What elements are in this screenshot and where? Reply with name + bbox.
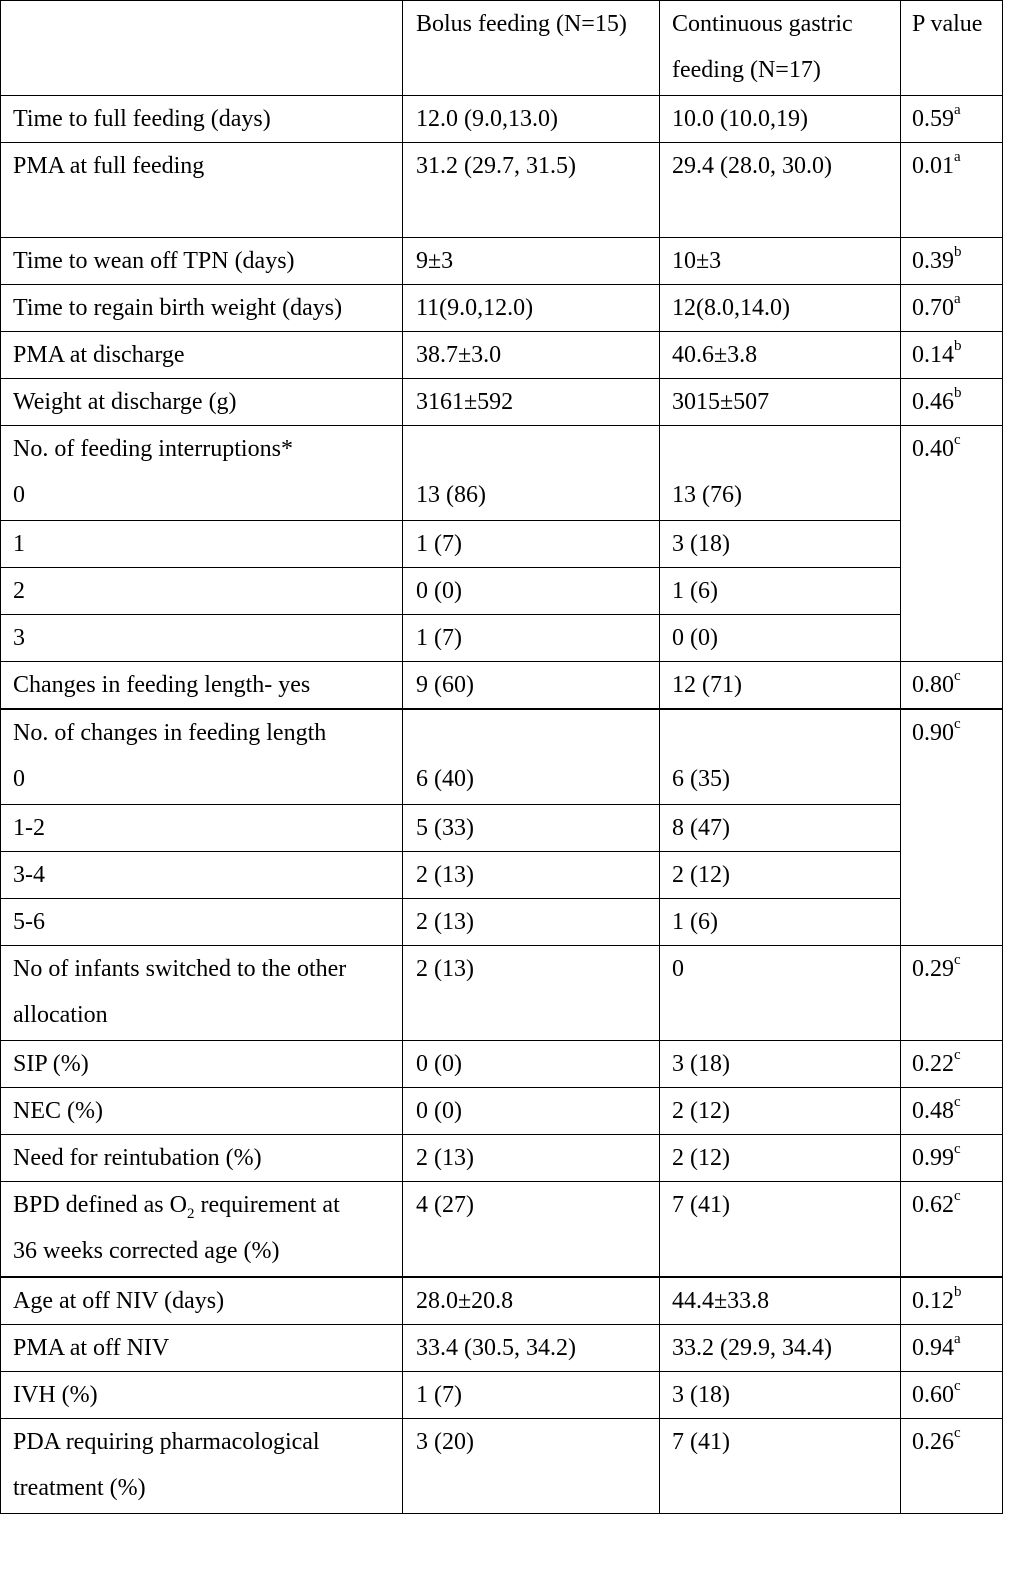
bolus-value: 1 (7) <box>403 1372 660 1419</box>
continuous-value: 8 (47) <box>660 805 901 852</box>
row-label: PMA at off NIV <box>1 1325 403 1372</box>
subrow-label: 1-2 <box>1 805 403 852</box>
bolus-value: 9±3 <box>403 238 660 285</box>
continuous-value: 1 (6) <box>660 568 901 615</box>
subrow-label: 1 <box>1 521 403 568</box>
continuous-value: 33.2 (29.9, 34.4) <box>660 1325 901 1372</box>
p-value: 0.70$^a$ <box>901 285 1003 332</box>
p-value: 0.99$^c$ <box>901 1135 1003 1182</box>
p-value: 0.90$^c$ <box>901 709 1003 946</box>
bolus-value: 6 (40) <box>403 709 660 805</box>
row-label: PMA at full feeding <box>1 143 403 238</box>
table-row <box>1 662 1003 710</box>
p-superscript: c <box>954 1188 961 1204</box>
p-value: 0.01$^a$ <box>901 143 1003 238</box>
subrow-label: 3-4 <box>1 852 403 899</box>
continuous-value: 2 (12) <box>660 1135 901 1182</box>
continuous-value: 3 (18) <box>660 1372 901 1419</box>
bolus-value: 3 (20) <box>403 1419 660 1514</box>
p-value: 0.59$^a$ <box>901 96 1003 143</box>
p-superscript: c <box>954 1378 961 1394</box>
p-value: 0.22$^c$ <box>901 1041 1003 1088</box>
p-value: 0.40$^c$ <box>901 426 1003 662</box>
row-label: Changes in feeding length- yes <box>1 662 403 710</box>
subrow-label: 0 <box>13 766 25 792</box>
bolus-value: 0 (0) <box>403 1088 660 1135</box>
table-row <box>1 521 1003 568</box>
p-value: 0.94$^a$ <box>901 1325 1003 1372</box>
row-label: Time to full feeding (days) <box>1 96 403 143</box>
p-superscript: a <box>954 102 961 118</box>
header-pvalue: P value <box>901 1 1003 96</box>
continuous-value: 7 (41) <box>660 1419 901 1514</box>
p-superscript: c <box>954 1425 961 1441</box>
bolus-value: 1 (7) <box>403 521 660 568</box>
bolus-value: 0 (0) <box>403 568 660 615</box>
header-bolus: Bolus feeding (N=15) <box>403 1 660 96</box>
table-row <box>1 1088 1003 1135</box>
continuous-value: 0 <box>660 946 901 1041</box>
table-row <box>1 1277 1003 1325</box>
bolus-value: 12.0 (9.0,13.0) <box>403 96 660 143</box>
row-label: Weight at discharge (g) <box>1 379 403 426</box>
subrow-label: 3 <box>1 615 403 662</box>
table-row <box>1 946 1003 1041</box>
p-value: 0.48$^c$ <box>901 1088 1003 1135</box>
table-row <box>1 285 1003 332</box>
bolus-value: 28.0±20.8 <box>403 1277 660 1325</box>
continuous-value: 3015±507 <box>660 379 901 426</box>
p-value: 0.60$^c$ <box>901 1372 1003 1419</box>
p-superscript: a <box>954 291 961 307</box>
header-empty <box>1 1 403 96</box>
continuous-value: 0 (0) <box>660 615 901 662</box>
bolus-value: 4 (27) <box>403 1182 660 1278</box>
table-row <box>1 1135 1003 1182</box>
table-row <box>1 709 1003 805</box>
row-label <box>1 426 403 521</box>
subrow-label: 2 <box>1 568 403 615</box>
p-superscript: c <box>954 1141 961 1157</box>
p-superscript: a <box>954 1331 961 1347</box>
p-superscript: c <box>954 1094 961 1110</box>
table-row <box>1 426 1003 521</box>
table-row <box>1 1182 1003 1278</box>
row-label: PDA requiring pharmacological treatment (%) <box>1 1419 403 1514</box>
p-superscript: c <box>954 668 961 684</box>
p-superscript: c <box>954 432 961 448</box>
row-label <box>1 709 403 805</box>
bolus-value: 1 (7) <box>403 615 660 662</box>
p-superscript: c <box>954 1047 961 1063</box>
continuous-value: 44.4±33.8 <box>660 1277 901 1325</box>
header-continuous <box>660 1 901 96</box>
continuous-value: 2 (12) <box>660 1088 901 1135</box>
continuous-value: 10.0 (10.0,19) <box>660 96 901 143</box>
table-row <box>1 143 1003 238</box>
table-row <box>1 96 1003 143</box>
p-value: 0.14$^b$ <box>901 332 1003 379</box>
row-label: No of infants switched to the other allocation <box>1 946 403 1041</box>
table-row <box>1 379 1003 426</box>
continuous-value: 29.4 (28.0, 30.0) <box>660 143 901 238</box>
row-label: Age at off NIV (days) <box>1 1277 403 1325</box>
continuous-value: 12(8.0,14.0) <box>660 285 901 332</box>
bolus-value: 13 (86) <box>403 426 660 521</box>
row-label: PMA at discharge <box>1 332 403 379</box>
table-row <box>1 332 1003 379</box>
continuous-value: 13 (76) <box>660 426 901 521</box>
table-row <box>1 238 1003 285</box>
row-label: IVH (%) <box>1 1372 403 1419</box>
continuous-value: 2 (12) <box>660 852 901 899</box>
p-value: 0.46$^b$ <box>901 379 1003 426</box>
continuous-value: 10±3 <box>660 238 901 285</box>
bolus-value: 9 (60) <box>403 662 660 710</box>
row-label: Need for reintubation (%) <box>1 1135 403 1182</box>
continuous-value: 40.6±3.8 <box>660 332 901 379</box>
table-row <box>1 615 1003 662</box>
bolus-value: 2 (13) <box>403 899 660 946</box>
continuous-value: 1 (6) <box>660 899 901 946</box>
p-superscript: b <box>954 1284 962 1300</box>
table-row <box>1 899 1003 946</box>
bolus-value: 5 (33) <box>403 805 660 852</box>
continuous-value: 7 (41) <box>660 1182 901 1278</box>
bolus-value: 33.4 (30.5, 34.2) <box>403 1325 660 1372</box>
bolus-value: 31.2 (29.7, 31.5) <box>403 143 660 238</box>
continuous-value: 3 (18) <box>660 521 901 568</box>
row-label: BPD defined as $O_2$ requirement at 36 weeks corrected age (%) <box>1 1182 403 1278</box>
p-superscript: b <box>954 338 962 354</box>
p-value: 0.29$^c$ <box>901 946 1003 1041</box>
table-row <box>1 1041 1003 1088</box>
group-label: No. of feeding interruptions* <box>13 436 293 462</box>
bolus-value: 2 (13) <box>403 946 660 1041</box>
bolus-value: 38.7±3.0 <box>403 332 660 379</box>
p-superscript: b <box>954 385 962 401</box>
bolus-value: 0 (0) <box>403 1041 660 1088</box>
table-row <box>1 805 1003 852</box>
bolus-value: 2 (13) <box>403 1135 660 1182</box>
p-superscript: c <box>954 952 961 968</box>
header-continuous-line1: Continuous gastric <box>672 11 853 37</box>
bolus-value: 3161±592 <box>403 379 660 426</box>
subrow-label: 5-6 <box>1 899 403 946</box>
group-label: No. of changes in feeding length <box>13 720 327 746</box>
p-value: 0.62$^c$ <box>901 1182 1003 1278</box>
table-row <box>1 1325 1003 1372</box>
p-superscript: b <box>954 244 962 260</box>
p-superscript: c <box>954 716 961 732</box>
p-superscript: a <box>954 149 961 165</box>
continuous-value: 6 (35) <box>660 709 901 805</box>
p-value: 0.80$^c$ <box>901 662 1003 710</box>
header-continuous-line2: feeding (N=17) <box>672 57 821 83</box>
table-row <box>1 1372 1003 1419</box>
header-row <box>1 1 1003 96</box>
table-row <box>1 1419 1003 1514</box>
continuous-value: 12 (71) <box>660 662 901 710</box>
table-row <box>1 852 1003 899</box>
row-label: Time to regain birth weight (days) <box>1 285 403 332</box>
subrow-label: 0 <box>13 482 25 508</box>
row-label: NEC (%) <box>1 1088 403 1135</box>
continuous-value: 3 (18) <box>660 1041 901 1088</box>
p-value: 0.39$^b$ <box>901 238 1003 285</box>
row-label: SIP (%) <box>1 1041 403 1088</box>
bolus-value: 2 (13) <box>403 852 660 899</box>
p-value: 0.26$^c$ <box>901 1419 1003 1514</box>
p-value: 0.12$^b$ <box>901 1277 1003 1325</box>
bolus-value: 11(9.0,12.0) <box>403 285 660 332</box>
table-row <box>1 568 1003 615</box>
row-label: Time to wean off TPN (days) <box>1 238 403 285</box>
